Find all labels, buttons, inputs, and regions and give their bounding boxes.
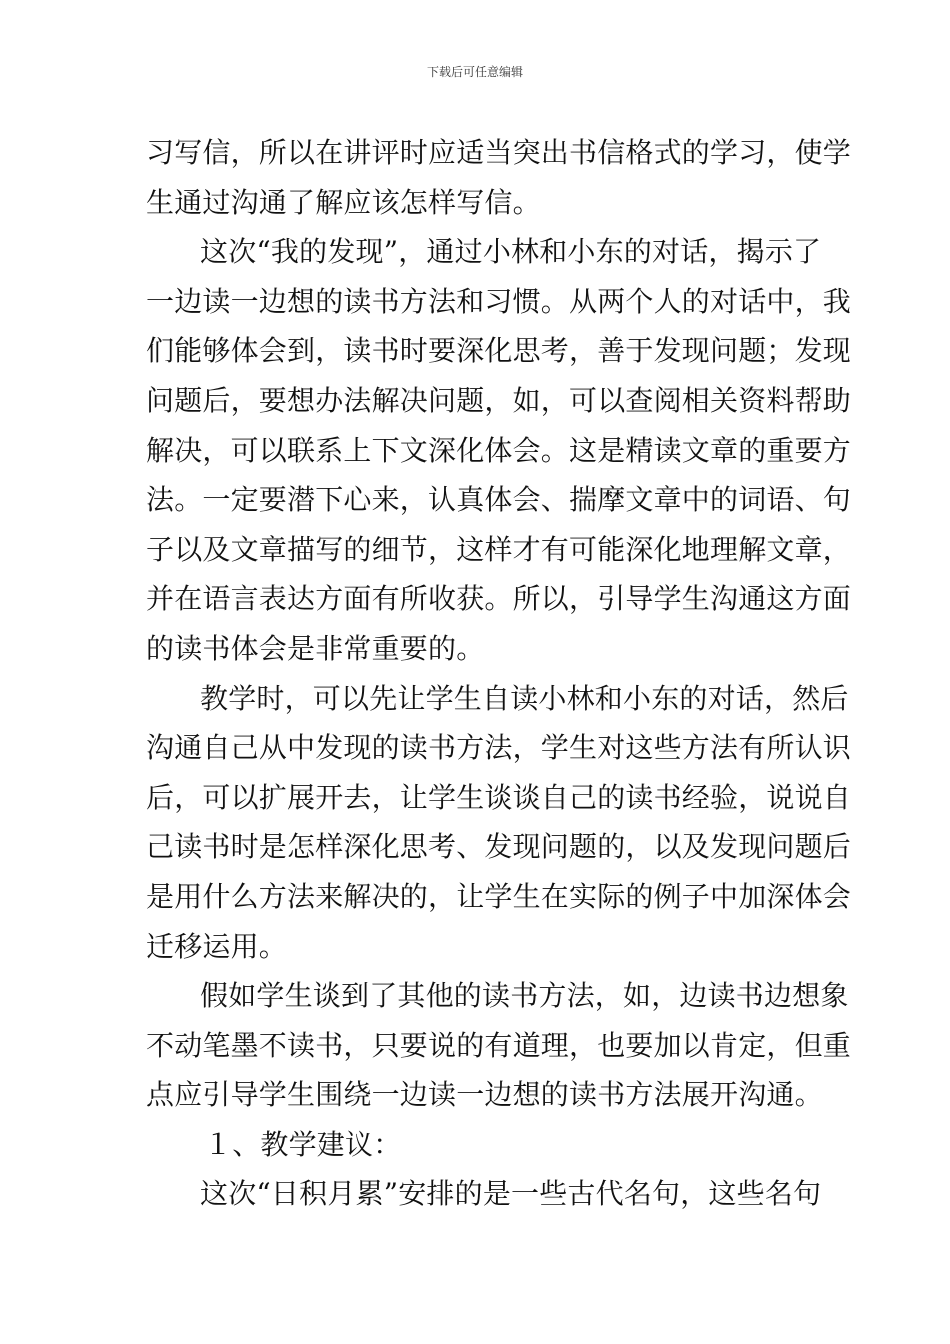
text-line: 的读书体会是非常重要的。 [146,631,485,665]
text-line: 后，可以扩展开去，让学生谈谈自己的读书经验，说说自 [146,780,852,814]
body-text [146,128,852,1219]
text-line: 不动笔墨不读书，只要说的有道理，也要加以肯定，但重 [146,1028,852,1062]
text-line: 问题后，要想办法解决问题，如，可以查阅相关资料帮助 [146,383,852,417]
text-line: 是用什么方法来解决的，让学生在实际的例子中加深体会 [146,879,852,913]
text-line: 解决，可以联系上下文深化体会。这是精读文章的重要方 [146,433,852,467]
text-line: 并在语言表达方面有所收获。所以，引导学生沟通这方面 [146,582,852,616]
paragraph-start-line: 这次“日积月累”安排的是一些古代名句，这些名句 [200,1177,822,1211]
text-line: 点应引导学生围绕一边读一边想的读书方法展开沟通。 [146,1078,823,1112]
section-heading: １、教学建议： [204,1127,402,1161]
page-header: 下载后可任意编辑 [426,65,523,79]
paragraph-start-line: 这次“我的发现”，通过小林和小东的对话，揭示了 [200,235,822,269]
text-line: 生通过沟通了解应该怎样写信。 [146,185,541,219]
text-line: 一边读一边想的读书方法和习惯。从两个人的对话中，我 [146,284,852,318]
text-line: 法。一定要潜下心来，认真体会、揣摩文章中的词语、句 [146,483,852,517]
text-line: 子以及文章描写的细节，这样才有可能深化地理解文章， [146,532,852,566]
paragraph-start-line: 假如学生谈到了其他的读书方法，如，边读书边想象 [200,979,849,1013]
text-line: 己读书时是怎样深化思考、发现问题的，以及发现问题后 [146,830,852,864]
text-line: 迁移运用。 [146,929,288,963]
text-line: 们能够体会到，读书时要深化思考，善于发现问题；发现 [146,334,852,368]
text-line: 沟通自己从中发现的读书方法，学生对这些方法有所认识 [146,731,852,765]
paragraph-start-line: 教学时，可以先让学生自读小林和小东的对话，然后 [200,681,849,715]
text-line: 习写信，所以在讲评时应适当突出书信格式的学习，使学 [146,136,852,169]
